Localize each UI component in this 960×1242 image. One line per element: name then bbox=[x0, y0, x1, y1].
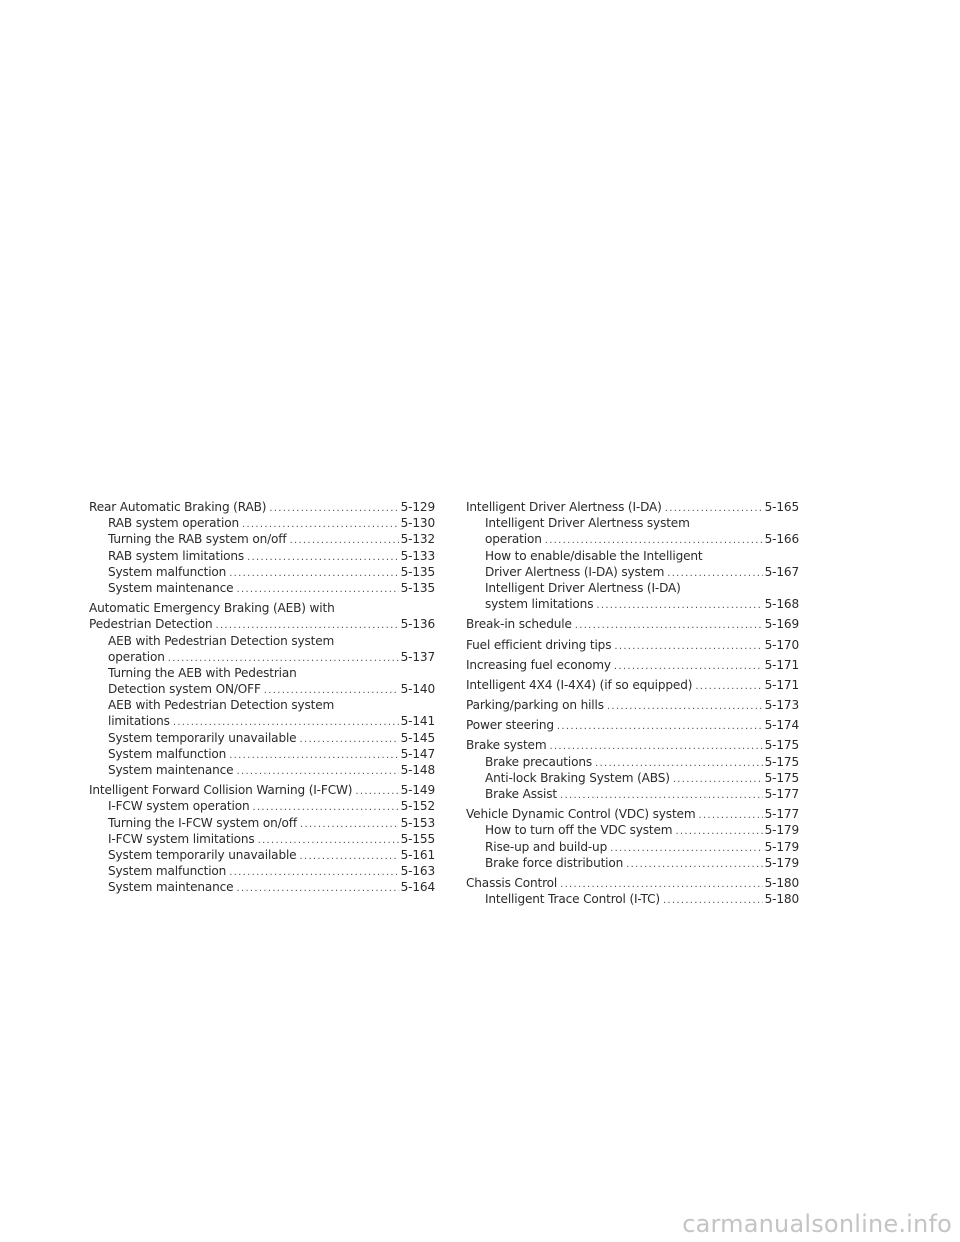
toc-entry-title: system limitations bbox=[485, 597, 594, 612]
toc-entry-title: Fuel efficient driving tips bbox=[466, 637, 612, 652]
toc-page-number: 5-148 bbox=[400, 763, 435, 777]
toc-entry-title: System temporarily unavailable bbox=[108, 730, 297, 745]
toc-subentry[interactable] bbox=[89, 847, 435, 863]
toc-entry-row bbox=[108, 515, 435, 531]
toc-page-number: 5-137 bbox=[400, 649, 435, 664]
toc-page-number: 5-169 bbox=[764, 617, 799, 632]
toc-entry-row bbox=[108, 831, 435, 847]
toc-entry-row bbox=[108, 863, 435, 879]
toc-entry-row bbox=[466, 875, 799, 891]
toc-page-number: 5-177 bbox=[764, 787, 799, 801]
dot-leader bbox=[614, 659, 763, 675]
toc-entry-row bbox=[485, 754, 799, 770]
dot-leader bbox=[236, 582, 398, 598]
toc-entry-title: Rise-up and build-up bbox=[485, 839, 608, 854]
toc-subentry[interactable] bbox=[89, 815, 435, 831]
toc-page-number: 5-135 bbox=[400, 564, 435, 579]
toc-entry-title-line: AEB with Pedestrian Detection system bbox=[108, 698, 335, 713]
dot-leader bbox=[269, 501, 398, 517]
toc-page-number: 5-132 bbox=[400, 532, 435, 547]
toc-entry-title: Anti-lock Braking System (ABS) bbox=[485, 770, 670, 785]
toc-page-number: 5-175 bbox=[764, 754, 799, 769]
toc-entry-title: Chassis Control bbox=[466, 875, 558, 890]
toc-entry-row bbox=[108, 879, 435, 895]
toc-page-number: 5-174 bbox=[764, 718, 799, 733]
dot-leader bbox=[299, 849, 398, 865]
toc-entry-title: Turning the I-FCW system on/off bbox=[108, 815, 297, 830]
toc-subentry[interactable] bbox=[466, 754, 799, 770]
dot-leader bbox=[355, 784, 398, 800]
toc-entry-row bbox=[108, 548, 435, 564]
toc-subentry[interactable] bbox=[89, 746, 435, 762]
dot-leader bbox=[596, 598, 762, 614]
toc-subentry[interactable] bbox=[89, 564, 435, 580]
dot-leader bbox=[229, 865, 398, 881]
toc-entry-row bbox=[108, 815, 435, 831]
toc-entry-row bbox=[485, 531, 799, 547]
toc-subentry[interactable] bbox=[466, 786, 799, 802]
toc-subentry[interactable] bbox=[466, 855, 799, 871]
toc-entry[interactable] bbox=[466, 616, 799, 632]
toc-entry-title-line: How to enable/disable the Intelligent bbox=[485, 548, 703, 563]
dot-leader bbox=[289, 533, 398, 549]
toc-entry-title: System temporarily unavailable bbox=[108, 847, 297, 862]
toc-entry[interactable] bbox=[466, 657, 799, 673]
toc-page-number: 5-167 bbox=[764, 564, 799, 579]
toc-entry-row bbox=[485, 596, 799, 612]
toc-entry[interactable] bbox=[466, 875, 799, 891]
dot-leader bbox=[626, 857, 762, 873]
toc-entry-title: Brake precautions bbox=[485, 754, 593, 769]
toc-entry-title: operation bbox=[108, 649, 165, 664]
toc-page-number: 5-141 bbox=[400, 714, 435, 729]
toc-entry-row bbox=[108, 649, 435, 665]
toc-page-number: 5-147 bbox=[400, 746, 435, 761]
watermark: carmanualsonline.info bbox=[682, 1210, 952, 1238]
toc-entry-row bbox=[466, 657, 799, 673]
toc-page-number: 5-136 bbox=[400, 617, 435, 632]
toc-page-number: 5-166 bbox=[764, 532, 799, 547]
toc-subentry[interactable] bbox=[466, 548, 799, 580]
toc-entry-title: Rear Automatic Braking (RAB) bbox=[89, 500, 267, 514]
toc-entry-title: Intelligent Forward Collision Warning (I-FCW) bbox=[89, 783, 353, 798]
toc-entry-title: operation bbox=[485, 532, 542, 547]
toc-subentry[interactable] bbox=[89, 863, 435, 879]
dot-leader bbox=[675, 824, 762, 840]
toc-entry-title-line: Intelligent Driver Alertness (I-DA) bbox=[485, 580, 681, 595]
dot-leader bbox=[299, 732, 398, 748]
dot-leader bbox=[673, 772, 763, 788]
toc-entry-title-line: AEB with Pedestrian Detection system bbox=[108, 633, 335, 648]
toc-entry-row bbox=[466, 637, 799, 653]
toc-subentry[interactable] bbox=[89, 531, 435, 547]
toc-page-number: 5-170 bbox=[764, 637, 799, 652]
toc-page-number: 5-179 bbox=[764, 855, 799, 870]
dot-leader bbox=[229, 748, 398, 764]
toc-entry-row bbox=[108, 681, 435, 697]
toc-right-column bbox=[466, 499, 799, 907]
toc-entry-title-line: Automatic Emergency Braking (AEB) with bbox=[89, 601, 335, 616]
toc-subentry[interactable] bbox=[89, 697, 435, 729]
toc-entry-row bbox=[108, 847, 435, 863]
toc-subentry[interactable] bbox=[89, 665, 435, 697]
toc-entry-row bbox=[108, 564, 435, 580]
dot-leader bbox=[695, 679, 762, 695]
toc-entry-row bbox=[108, 762, 435, 778]
toc-page-number: 5-179 bbox=[764, 839, 799, 854]
toc-subentry[interactable] bbox=[466, 580, 799, 612]
toc-entry[interactable] bbox=[466, 717, 799, 733]
toc-entry-row bbox=[108, 713, 435, 729]
toc-entry-row bbox=[485, 822, 799, 838]
toc-entry-title: Pedestrian Detection bbox=[89, 617, 213, 632]
toc-page-number: 5-140 bbox=[400, 682, 435, 697]
toc-page-number: 5-145 bbox=[400, 730, 435, 745]
toc-entry-title: Detection system ON/OFF bbox=[108, 682, 261, 697]
toc-entry-title: I-FCW system operation bbox=[108, 799, 250, 814]
toc-entry-title: How to turn off the VDC system bbox=[485, 823, 673, 838]
toc-entry-row bbox=[466, 737, 799, 753]
toc-entry-row bbox=[89, 782, 435, 798]
dot-leader bbox=[698, 808, 762, 824]
toc-subentry[interactable] bbox=[89, 633, 435, 665]
toc-page-number: 5-171 bbox=[764, 657, 799, 672]
toc-entry[interactable] bbox=[466, 806, 799, 822]
toc-entry-title-line: Turning the AEB with Pedestrian bbox=[108, 665, 297, 680]
toc-subentry[interactable] bbox=[89, 879, 435, 895]
toc-entry[interactable] bbox=[466, 737, 799, 753]
toc-entry-row bbox=[89, 499, 435, 515]
toc-entry-row bbox=[485, 855, 799, 871]
toc-page-number: 5-130 bbox=[400, 516, 435, 531]
toc-page-number: 5-163 bbox=[400, 864, 435, 879]
dot-leader bbox=[236, 881, 398, 897]
toc-entry[interactable] bbox=[466, 637, 799, 653]
toc-page-number: 5-175 bbox=[764, 770, 799, 785]
toc-page-number: 5-152 bbox=[400, 799, 435, 814]
toc-entry-row bbox=[485, 891, 799, 907]
toc-entry-title: Brake force distribution bbox=[485, 855, 624, 870]
toc-entry-row bbox=[89, 616, 435, 632]
toc-entry-row bbox=[485, 786, 799, 802]
toc-page-number: 5-135 bbox=[400, 580, 435, 595]
toc-entry[interactable] bbox=[466, 697, 799, 713]
toc-entry-row bbox=[466, 806, 799, 822]
toc-entry[interactable] bbox=[466, 499, 799, 515]
toc-page-number: 5-155 bbox=[400, 831, 435, 846]
toc-entry[interactable] bbox=[466, 677, 799, 693]
toc-entry-title: Break-in schedule bbox=[466, 617, 572, 632]
toc-page-number: 5-165 bbox=[764, 500, 799, 514]
toc-page-number: 5-173 bbox=[764, 698, 799, 713]
toc-entry-row bbox=[108, 730, 435, 746]
toc-entry-title: System maintenance bbox=[108, 763, 234, 777]
dot-leader bbox=[607, 699, 763, 715]
toc-entry[interactable] bbox=[89, 782, 435, 798]
toc-page-number: 5-149 bbox=[400, 783, 435, 798]
dot-leader bbox=[236, 764, 398, 780]
toc-page-number: 5-179 bbox=[764, 823, 799, 838]
toc-page-number: 5-171 bbox=[764, 677, 799, 692]
toc-entry-row bbox=[108, 798, 435, 814]
toc-entry-title: Increasing fuel economy bbox=[466, 657, 611, 672]
toc-entry-title: Driver Alertness (I-DA) system bbox=[485, 564, 665, 579]
toc-entry-title: I-FCW system limitations bbox=[108, 831, 255, 846]
toc-entry-title: System maintenance bbox=[108, 580, 234, 595]
toc-entry-title: RAB system operation bbox=[108, 516, 239, 531]
toc-page-number: 5-153 bbox=[400, 815, 435, 830]
dot-leader bbox=[667, 566, 762, 582]
toc-subentry[interactable] bbox=[466, 839, 799, 855]
toc-entry-title: System maintenance bbox=[108, 880, 234, 895]
toc-entry-row bbox=[466, 717, 799, 733]
toc-entry-title: Brake system bbox=[466, 738, 547, 753]
toc-entry-title: System malfunction bbox=[108, 864, 227, 879]
toc-entry[interactable] bbox=[89, 499, 435, 515]
dot-leader bbox=[247, 550, 399, 566]
dot-leader bbox=[300, 817, 399, 833]
toc-entry-title: Brake Assist bbox=[485, 787, 558, 801]
dot-leader bbox=[229, 566, 398, 582]
toc-page-number: 5-164 bbox=[400, 880, 435, 895]
toc-page-number: 5-168 bbox=[764, 597, 799, 612]
dot-leader bbox=[560, 788, 763, 804]
toc-entry-title: Vehicle Dynamic Control (VDC) system bbox=[466, 807, 696, 822]
dot-leader bbox=[663, 893, 763, 909]
toc-entry-title: limitations bbox=[108, 714, 170, 729]
toc-subentry[interactable] bbox=[89, 831, 435, 847]
toc-entry[interactable] bbox=[89, 600, 435, 632]
toc-entry-row bbox=[466, 499, 799, 515]
toc-entry-title: Parking/parking on hills bbox=[466, 698, 604, 713]
toc-left-column bbox=[89, 499, 435, 896]
toc-entry-row bbox=[466, 697, 799, 713]
dot-leader bbox=[614, 639, 762, 655]
toc-entry-title: Intelligent Trace Control (I-TC) bbox=[485, 892, 660, 907]
toc-entry-row bbox=[485, 564, 799, 580]
toc-subentry[interactable] bbox=[89, 730, 435, 746]
toc-entry-title: System malfunction bbox=[108, 746, 227, 761]
toc-entry-title: Intelligent Driver Alertness (I-DA) bbox=[466, 500, 662, 514]
toc-entry-row bbox=[108, 746, 435, 762]
toc-subentry[interactable] bbox=[466, 822, 799, 838]
toc-subentry[interactable] bbox=[89, 580, 435, 596]
dot-leader bbox=[610, 841, 762, 857]
toc-entry-title: Power steering bbox=[466, 718, 554, 733]
toc-page-number: 5-175 bbox=[764, 738, 799, 753]
toc-subentry[interactable] bbox=[89, 798, 435, 814]
toc-page-number: 5-180 bbox=[764, 875, 799, 890]
toc-page-number: 5-180 bbox=[764, 892, 799, 907]
toc-entry-title: Turning the RAB system on/off bbox=[108, 532, 287, 547]
toc-entry-row bbox=[108, 531, 435, 547]
toc-entry-row bbox=[108, 580, 435, 596]
toc-entry-title: System malfunction bbox=[108, 564, 227, 579]
toc-entry-row bbox=[485, 770, 799, 786]
toc-entry-row bbox=[466, 616, 799, 632]
toc-entry-row bbox=[466, 677, 799, 693]
toc-entry-title: Intelligent 4X4 (I-4X4) (if so equipped) bbox=[466, 677, 693, 692]
toc-entry-title: RAB system limitations bbox=[108, 548, 245, 563]
toc-entry-row bbox=[485, 839, 799, 855]
toc-subentry[interactable] bbox=[466, 515, 799, 547]
toc-page-number: 5-129 bbox=[400, 500, 435, 514]
toc-entry-title-line: Intelligent Driver Alertness system bbox=[485, 516, 690, 531]
toc-subentry[interactable] bbox=[89, 548, 435, 564]
toc-page-number: 5-133 bbox=[400, 548, 435, 563]
toc-subentry[interactable] bbox=[466, 770, 799, 786]
toc-subentry[interactable] bbox=[466, 891, 799, 907]
toc-subentry[interactable] bbox=[89, 515, 435, 531]
toc-page-number: 5-177 bbox=[764, 807, 799, 822]
dot-leader bbox=[557, 719, 763, 735]
dot-leader bbox=[575, 618, 763, 634]
toc-page-number: 5-161 bbox=[400, 847, 435, 862]
toc-subentry[interactable] bbox=[89, 762, 435, 778]
